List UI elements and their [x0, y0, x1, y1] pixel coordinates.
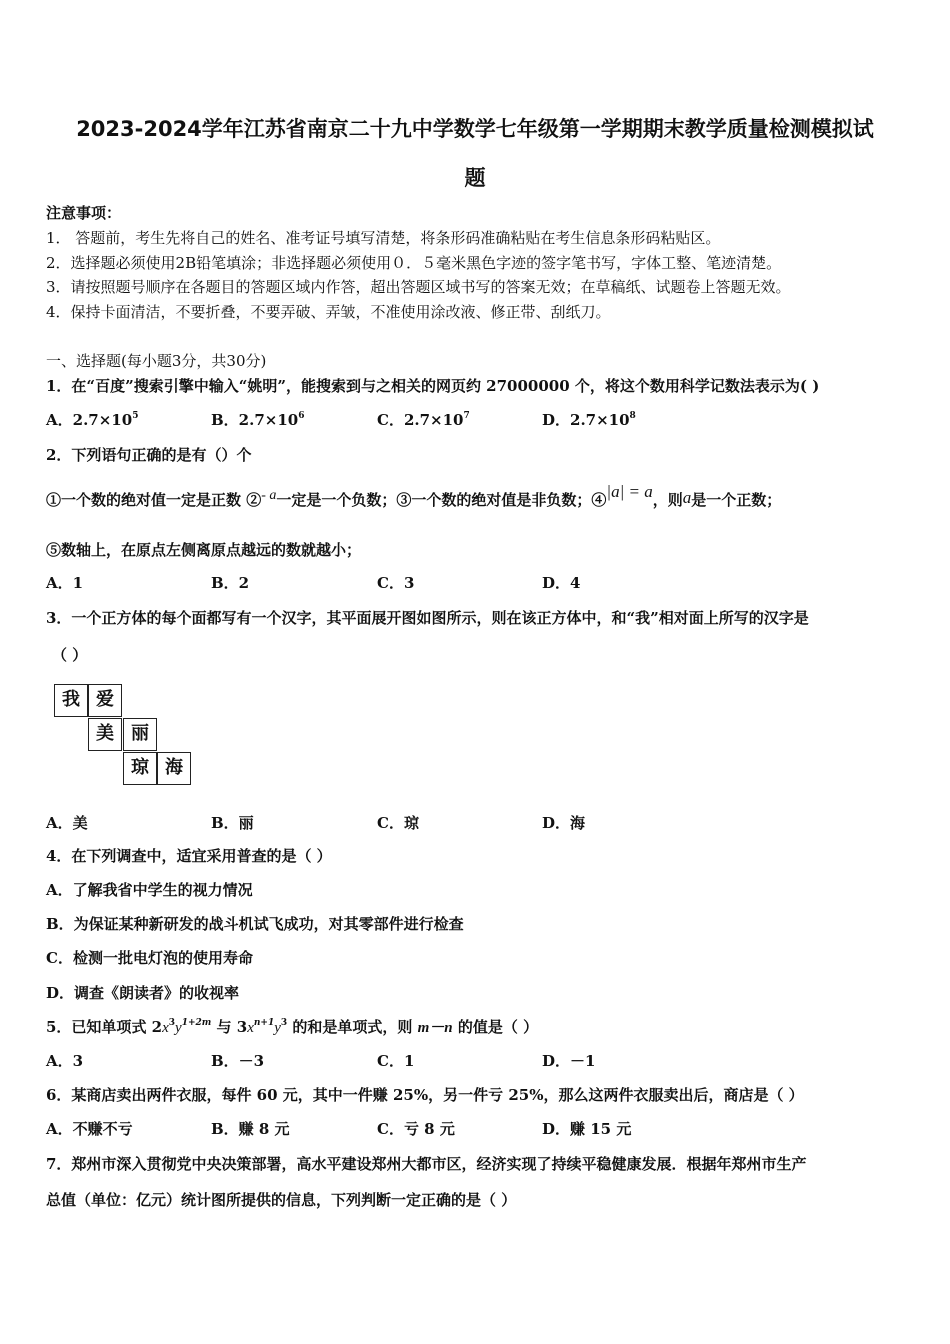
option-label: D．2.7×10: [542, 411, 630, 429]
q6-option-c[interactable]: C．亏 8 元: [377, 1120, 455, 1138]
option-label: A．2.7×10: [46, 411, 133, 429]
option-exponent: 5: [132, 411, 139, 421]
q2-option-d[interactable]: D．4: [542, 574, 581, 592]
page-title: 2023-2024学年江苏省南京二十九中学数学七年级第一学期期末教学质量检测模拟试: [76, 117, 874, 141]
q2-option-a[interactable]: A．1: [46, 574, 84, 592]
math-exponent: n+1: [253, 1018, 275, 1028]
option-exponent: 8: [629, 411, 636, 421]
q4-stem: 4．在下列调查中，适宜采用普查的是（ ）: [46, 847, 332, 865]
q2-statements: [46, 482, 782, 512]
math-exponent: 1+2m: [181, 1018, 212, 1028]
q6-option-d[interactable]: D．赚 15 元: [542, 1120, 632, 1138]
q1-option-c[interactable]: [377, 410, 470, 430]
q4-option-b[interactable]: B．为保证某种新研发的战斗机试飞成功，对其零部件进行检查: [46, 915, 464, 933]
q3-option-c[interactable]: C．琼: [377, 814, 419, 832]
math-expression: m－n: [417, 1020, 453, 1036]
stem-text: 的和是单项式，则: [287, 1018, 418, 1036]
math-exponent: 3: [168, 1018, 176, 1028]
net-cell: 美: [88, 718, 122, 751]
q2-option-b[interactable]: B．2: [211, 574, 250, 592]
q7-stem: 7．郑州市深入贯彻党中央决策部署，高水平建设郑州大都市区，经济实现了持续平稳健康发展．根据年郑州市生产: [46, 1155, 807, 1173]
net-cell: 丽: [123, 718, 157, 751]
math-neg-a: - a: [261, 488, 277, 503]
q1-option-b[interactable]: [211, 410, 304, 430]
statement-text: 一定是一个负数；③一个数的绝对值是非负数；④: [276, 491, 607, 509]
statement-text: 是一个正数；: [691, 491, 782, 509]
option-label: C．2.7×10: [377, 411, 464, 429]
q7-stem-continued: 总值（单位：亿元）统计图所提供的信息，下列判断一定正确的是（ ）: [46, 1191, 517, 1209]
q4-option-a[interactable]: A．了解我省中学生的视力情况: [46, 881, 253, 899]
q5-option-a[interactable]: A．3: [46, 1052, 84, 1070]
section-heading: 一、选择题(每小题3分，共30分): [46, 352, 267, 370]
math-abs-equation: |a| = a: [606, 482, 653, 501]
option-exponent: 7: [463, 411, 470, 421]
math-var: x: [162, 1020, 169, 1036]
q5-option-c[interactable]: C．1: [377, 1052, 415, 1070]
q4-option-c[interactable]: C．检测一批电灯泡的使用寿命: [46, 949, 253, 967]
math-exponent: 3: [280, 1018, 288, 1028]
q2-option-c[interactable]: C．3: [377, 574, 415, 592]
q5-option-b[interactable]: B．－3: [211, 1052, 265, 1070]
net-cell: 琼: [123, 752, 157, 785]
q2-statement-5: ⑤数轴上，在原点左侧离原点越远的数就越小；: [46, 541, 362, 559]
q4-option-d[interactable]: D．调查《朗读者》的收视率: [46, 984, 240, 1002]
q1-stem: 1．在“百度”搜索引擎中输入“姚明”，能搜索到与之相关的网页约 27000000 个，将这个数用科学记数法表示为( ): [46, 377, 820, 395]
stem-text: 的值是（ ）: [452, 1018, 539, 1036]
notice-item: 3．请按照题号顺序在各题目的答题区域内作答，超出答题区域书写的答案无效；在草稿纸、试题卷上答题无效。: [46, 278, 791, 296]
stem-text: 5．已知单项式 2: [46, 1018, 163, 1036]
q3-option-b[interactable]: B．丽: [211, 814, 254, 832]
page-title-continued: 题: [464, 166, 486, 190]
notice-item: 4．保持卡面清洁，不要折叠，不要弄破、弄皱，不准使用涂改液、修正带、刮纸刀。: [46, 303, 611, 321]
q6-stem: 6．某商店卖出两件衣服，每件 60 元，其中一件赚 25%，另一件亏 25%，那么这两件衣服卖出后，商店是（ ）: [46, 1086, 804, 1104]
q1-option-d[interactable]: [542, 410, 636, 430]
statement-text: ①一个数的绝对值一定是正数 ②: [46, 491, 262, 509]
q6-option-a[interactable]: A．不赚不亏: [46, 1120, 133, 1138]
notice-heading: 注意事项：: [46, 204, 122, 222]
net-cell: 爱: [88, 684, 122, 717]
q5-option-d[interactable]: D．－1: [542, 1052, 596, 1070]
math-var: y: [175, 1020, 182, 1036]
option-label: B．2.7×10: [211, 411, 299, 429]
q5-stem: [46, 1017, 538, 1038]
q3-stem: 3．一个正方体的每个面都写有一个汉字，其平面展开图如图所示，则在该正方体中，和“我”相对面上所写的汉字是: [46, 609, 809, 627]
net-cell: 我: [54, 684, 88, 717]
notice-item: 2．选择题必须使用2B铅笔填涂；非选择题必须使用０．５毫米黑色字迹的签字笔书写，字体工整、笔迹清楚。: [46, 254, 782, 272]
q3-option-d[interactable]: D．海: [542, 814, 586, 832]
q6-option-b[interactable]: B．赚 8 元: [211, 1120, 290, 1138]
q2-stem: 2．下列语句正确的是有（）个: [46, 446, 252, 464]
math-var: x: [247, 1020, 254, 1036]
notice-item: 1． 答题前，考生先将自己的姓名、准考证号填写清楚，将条形码准确粘贴在考生信息条形码粘贴区。: [46, 229, 721, 247]
math-var: y: [274, 1020, 281, 1036]
q1-option-a[interactable]: [46, 410, 138, 430]
net-cell: 海: [157, 752, 191, 785]
q3-stem-blank: （ ）: [52, 646, 88, 664]
math-var-a: a: [682, 488, 692, 507]
q3-option-a[interactable]: A．美: [46, 814, 88, 832]
stem-text: 与 3: [211, 1018, 248, 1036]
statement-text: ，则: [652, 491, 683, 509]
option-exponent: 6: [298, 411, 305, 421]
